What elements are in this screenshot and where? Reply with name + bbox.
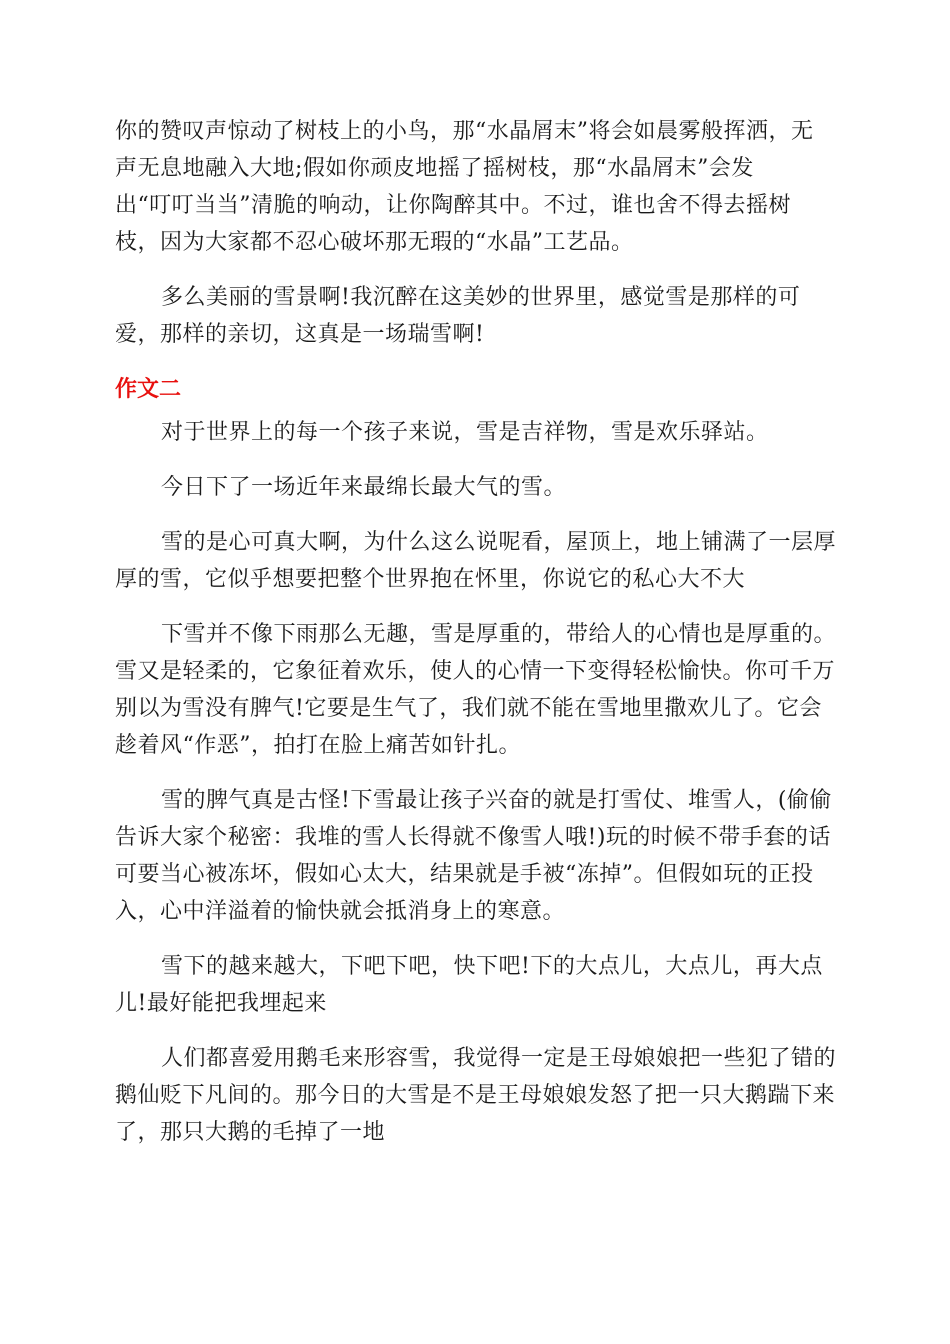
paragraph-goose-feather <box>115 1040 835 1151</box>
text-line: 入，心中洋溢着的愉快就会抵消身上的寒意。 <box>115 899 566 924</box>
text-line: 儿!最好能把我埋起来 <box>115 991 327 1016</box>
section-heading: 作文二 <box>115 377 182 402</box>
text-line: 可要当心被冻坏，假如心太大，结果就是手被“冻掉”。但假如玩的正投 <box>115 862 814 887</box>
text-line: 厚的雪，它似乎想要把整个世界抱在怀里，你说它的私心大不大 <box>115 567 746 592</box>
text-line: 鹅仙贬下凡间的。那今日的大雪是不是王母娘娘发怒了把一只大鹅踹下来 <box>115 1083 836 1108</box>
text-line: 今日下了一场近年来最绵长最大气的雪。 <box>161 475 567 500</box>
text-line: 多么美丽的雪景啊!我沉醉在这美妙的世界里，感觉雪是那样的可 <box>161 285 801 310</box>
text-line: 爱，那样的亲切，这真是一场瑞雪啊! <box>115 322 485 347</box>
paragraph-snow-temper <box>115 782 835 930</box>
paragraph-today-snow <box>115 469 835 506</box>
text-line: 雪的脾气真是古怪!下雪最让孩子兴奋的就是打雪仗、堆雪人，(偷偷 <box>161 788 832 813</box>
paragraph-heavier-snow <box>115 948 835 1022</box>
paragraph-crystal-dust <box>115 113 835 261</box>
text-line: 趁着风“作恶”，拍打在脸上痛苦如针扎。 <box>115 733 521 758</box>
text-line: 了，那只大鹅的毛掉了一地 <box>115 1120 386 1145</box>
text-line: 雪下的越来越大，下吧下吧，快下吧!下的大点儿，大点儿，再大点 <box>161 954 823 979</box>
text-line: 出“叮叮当当”清脆的响动，让你陶醉其中。不过，谁也舍不得去摇树 <box>115 193 791 218</box>
text-line: 雪又是轻柔的，它象征着欢乐，使人的心情一下变得轻松愉快。你可千万 <box>115 659 836 684</box>
text-line: 别以为雪没有脾气!它要是生气了，我们就不能在雪地里撒欢儿了。它会 <box>115 696 822 721</box>
paragraph-beautiful-snow <box>115 279 835 353</box>
text-line: 人们都喜爱用鹅毛来形容雪，我觉得一定是王母娘娘把一些犯了错的 <box>161 1046 837 1071</box>
paragraph-big-heart <box>115 524 835 598</box>
text-line: 下雪并不像下雨那么无趣，雪是厚重的，带给人的心情也是厚重的。 <box>161 622 837 647</box>
paragraph-snow-mood <box>115 616 835 764</box>
text-line: 对于世界上的每一个孩子来说，雪是吉祥物，雪是欢乐驿站。 <box>161 420 769 445</box>
text-line: 枝，因为大家都不忍心破坏那无瑕的“水晶”工艺品。 <box>115 230 634 255</box>
text-line: 你的赞叹声惊动了树枝上的小鸟，那“水晶屑末”将会如晨雾般挥洒，无 <box>115 119 814 144</box>
text-line: 告诉大家个秘密：我堆的雪人长得就不像雪人哦!)玩的时候不带手套的话 <box>115 825 831 850</box>
text-line: 声无息地融入大地;假如你顽皮地摇了摇树枝，那“水晶屑末”会发 <box>115 156 754 181</box>
paragraph-intro <box>115 414 835 451</box>
text-line: 雪的是心可真大啊，为什么这么说呢看，屋顶上，地上铺满了一层厚 <box>161 530 837 555</box>
